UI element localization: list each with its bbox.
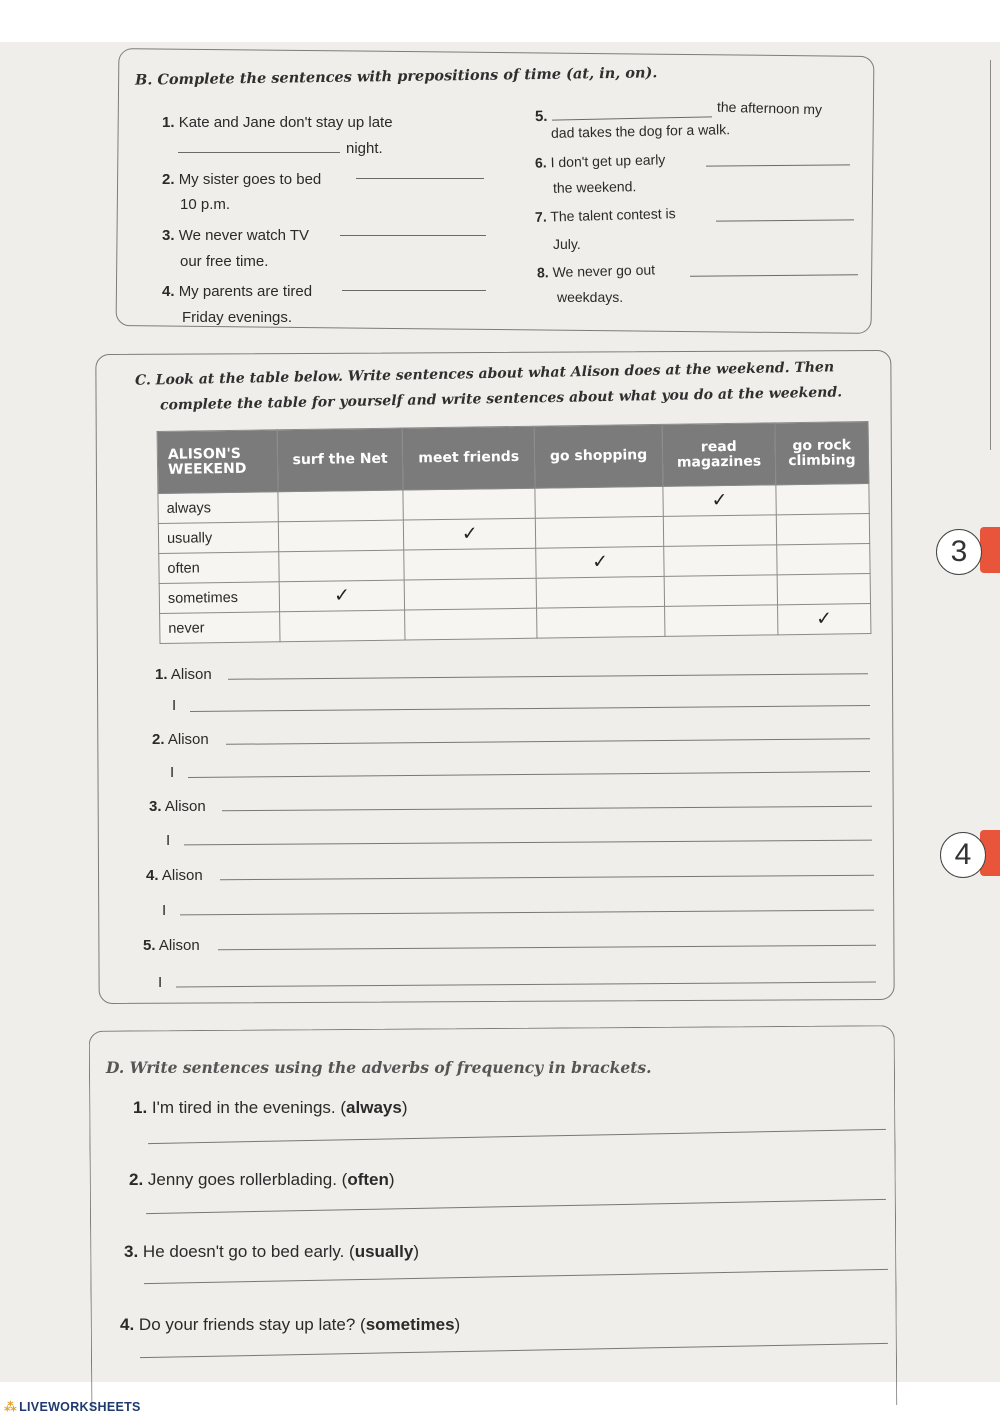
liveworksheets-logo-icon: ⁂: [4, 1400, 18, 1414]
section-c-title-1: C. Look at the table below. Write sentences about what Alison does at the weekend. Then: [134, 359, 835, 389]
b-item-4: 4. My parents are tired: [162, 283, 313, 300]
table-cell[interactable]: [280, 610, 406, 642]
table-header-row: [157, 422, 869, 494]
d-item-4: 4. Do your friends stay up late? (sometimes): [120, 1315, 461, 1334]
b-item-1: 1. Kate and Jane don't stay up late: [162, 114, 393, 131]
table-cell[interactable]: [279, 550, 405, 582]
b-item-3-post: our free time.: [180, 253, 269, 270]
column-header-go-rock-climbing: go rock climbing: [775, 422, 869, 485]
table-cell[interactable]: [664, 545, 777, 577]
table-cell[interactable]: [536, 516, 664, 548]
table-cell[interactable]: [405, 608, 537, 640]
table-cell[interactable]: [404, 578, 536, 610]
d-item-1: 1. I'm tired in the evenings. (always): [133, 1098, 408, 1117]
b-item-2-post: 10 p.m.: [180, 196, 231, 213]
c-item-3-alison: 3. Alison: [149, 798, 206, 815]
c-item-4-alison: 4. Alison: [146, 867, 203, 884]
check-mark: ✓: [816, 608, 833, 630]
d-item-3: 3. He doesn't go to bed early. (usually): [124, 1242, 419, 1261]
column-header-meet-friends: meet friends: [402, 426, 535, 490]
footer-text: LIVEWORKSHEETS: [19, 1400, 141, 1414]
table-cell[interactable]: [535, 486, 663, 518]
table-cell[interactable]: [777, 574, 871, 605]
b-item-2: 2. My sister goes to bed: [162, 171, 322, 188]
alison-weekend-table: [157, 421, 872, 644]
c-item-3-i: I: [166, 832, 171, 849]
b-item-3: 3. We never watch TV: [162, 227, 310, 244]
b-item-5: 5.: [534, 107, 548, 126]
check-mark: ✓: [711, 490, 728, 512]
section-b-title: B. Complete the sentences with prepositions of time (at, in, on).: [134, 64, 658, 89]
b-blank-2[interactable]: [356, 178, 484, 179]
table-cell[interactable]: [777, 604, 871, 635]
b-blank-3[interactable]: [340, 235, 486, 236]
margin-marker-4: 4: [940, 832, 986, 878]
b-item-8-post: weekdays.: [557, 289, 624, 305]
row-label: never: [160, 612, 280, 644]
table-cell[interactable]: [663, 485, 776, 517]
b-blank-4[interactable]: [342, 290, 486, 291]
column-header-read-magazines: read magazines: [662, 423, 776, 487]
table-cell[interactable]: [536, 576, 664, 608]
b-item-7-post: July.: [553, 236, 581, 252]
column-header-surf-the-net: surf the Net: [277, 428, 403, 492]
row-label: always: [158, 492, 278, 524]
section-d-box: [89, 1025, 898, 1411]
table-cell[interactable]: [403, 488, 535, 520]
c-item-2-alison: 2. Alison: [152, 731, 209, 748]
b-item-6-post: the weekend.: [552, 178, 637, 196]
table-corner-header: ALISON'S WEEKEND: [157, 430, 278, 494]
liveworksheets-footer[interactable]: [4, 1399, 141, 1414]
section-c-title-2: complete the table for yourself and write sentences about what you do at the weekend.: [159, 384, 843, 414]
b-item-5-mid: the afternoon my: [716, 98, 823, 118]
table-cell[interactable]: [278, 520, 404, 552]
b-item-4-post: Friday evenings.: [182, 309, 293, 326]
column-header-go-shopping: go shopping: [534, 424, 663, 488]
b-item-6: 6. I don't get up early: [534, 151, 666, 171]
table-cell[interactable]: [777, 544, 871, 575]
b-item-1-post: night.: [346, 140, 383, 157]
page-edge-line: [990, 60, 991, 450]
check-mark: ✓: [333, 585, 351, 607]
table-cell[interactable]: [404, 518, 536, 550]
c-item-5-i: I: [158, 974, 163, 991]
c-item-1-i: I: [172, 697, 177, 714]
c-item-2-i: I: [170, 764, 175, 781]
top-margin: [0, 0, 1000, 42]
b-blank-1[interactable]: [178, 152, 340, 153]
row-label: usually: [158, 522, 278, 554]
section-d-title: D. Write sentences using the adverbs of frequency in brackets.: [106, 1058, 652, 1077]
table-cell[interactable]: [278, 490, 404, 522]
row-label: often: [159, 552, 279, 584]
d-item-2: 2. Jenny goes rollerblading. (often): [129, 1170, 395, 1189]
table-cell[interactable]: [665, 605, 778, 637]
b-item-7: 7. The talent contest is: [534, 205, 676, 225]
table-cell[interactable]: [536, 546, 664, 578]
c-item-1-alison: 1. Alison: [155, 666, 212, 683]
row-label: sometimes: [159, 582, 279, 614]
b-item-5-post: dad takes the dog for a walk.: [550, 121, 731, 141]
check-mark: ✓: [591, 551, 609, 573]
table-cell[interactable]: [279, 580, 405, 612]
b-item-8: 8. We never go out: [536, 261, 656, 281]
table-cell[interactable]: [664, 575, 777, 607]
c-item-4-i: I: [162, 902, 167, 919]
table-cell[interactable]: [537, 606, 665, 638]
table-cell[interactable]: [404, 548, 536, 580]
table-cell[interactable]: [776, 484, 870, 515]
check-mark: ✓: [461, 523, 478, 545]
margin-marker-3: 3: [936, 529, 982, 575]
table-cell[interactable]: [663, 515, 776, 547]
c-item-5-alison: 5. Alison: [143, 937, 200, 954]
margin-tab-3: [980, 527, 1000, 573]
table-cell[interactable]: [776, 514, 870, 545]
